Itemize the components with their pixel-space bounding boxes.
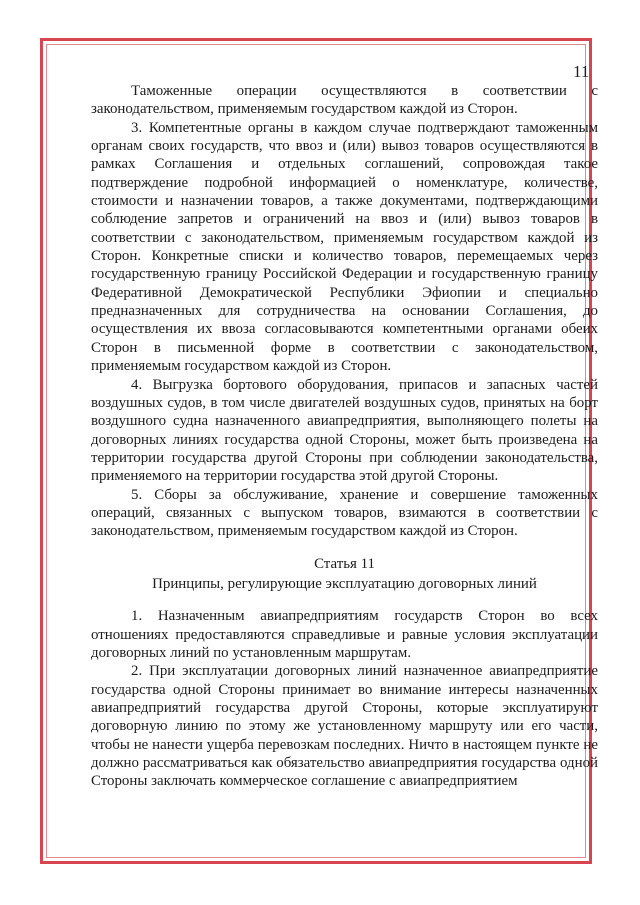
paragraph-article11-2: 2. При эксплуатации договорных линий назначенное авиапредприятие государства одной Стороны принимает во внимание интересы назначенных авиапредприятий государства другой Стороны, которые эксплуатируют договорную линию по этому же установленному маршруту или его части, чтобы не нанести ущерба перевозкам последних. Ничто в настоящем пункте не должно рассматриваться как обязательство авиапредприятия государства одной Стороны заключать коммерческое соглашение с авиапредприятием: [91, 663, 598, 790]
paragraph-article11-1: 1. Назначенным авиапредприятиям государств Сторон во всех отношениях предоставляются справедливые и равные условия эксплуатации договорных линий по установленным маршрутам.: [91, 608, 598, 661]
document-body: [91, 82, 598, 791]
paragraph-customs-operations: Таможенные операции осуществляются в соответствии с законодательством, применяемым государством каждой из Сторон.: [91, 83, 598, 118]
paragraph-5: 5. Сборы за обслуживание, хранение и совершение таможенных операций, связанных с выпуском товаров, взимаются в соответствии с законодательством, применяемым государством каждой из Сторон.: [91, 486, 598, 540]
paragraph-3: 3. Компетентные органы в каждом случае подтверждают таможенным органам своих государств, что ввоз и (или) вывоз товаров осуществляются в рамках Соглашения и отдельных соглашений, сопровождая такое подтверждение подробной информацией о номенклатуре, количестве, стоимости и назначении товаров, а также документами, подтверждающими соблюдение запретов и ограничений на ввоз и (или) вывоз товаров в соответствии с законодательством, применяемым государством каждой из Сторон. Конкретные списки и количество товаров, перемещаемых через государственную границу Российской Федерации и государственную границу Федеративной Демократической Республики Эфиопии и специально предназначенных для сотрудничества на основании Соглашения, до осуществления их ввоза согласовываются компетентными органами обеих Сторон в письменной форме в соответствии с законодательством, применяемым государством каждой из Сторон.: [91, 119, 598, 375]
article-number: Статья 11: [314, 555, 375, 572]
paragraph-4: 4. Выгрузка бортового оборудования, припасов и запасных частей воздушных судов, в том числе двигателей воздушных судов, принятых на борт воздушного судна назначенного авиапредприятия, выполняющего полеты на договорных линиях государства одной Стороны, может быть произведена на территории государства другой Стороны при соблюдении законодательства, применяемого на территории государства этой другой Стороны.: [91, 376, 598, 485]
page-number: 11: [573, 62, 590, 81]
article-title: Принципы, регулирующие эксплуатацию договорных линий: [152, 575, 537, 592]
